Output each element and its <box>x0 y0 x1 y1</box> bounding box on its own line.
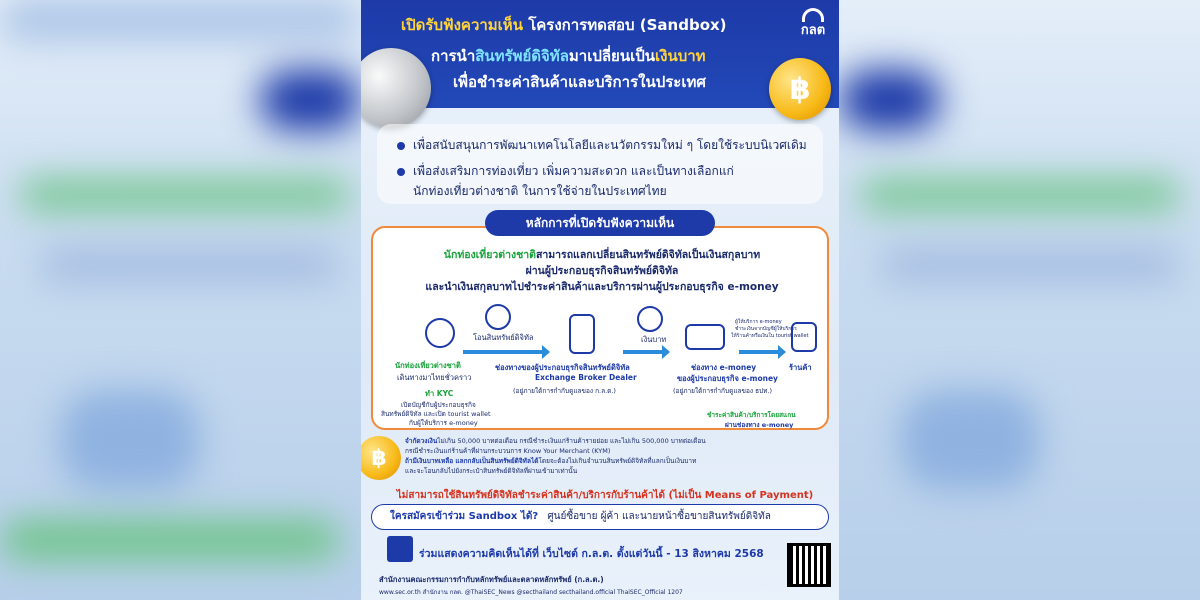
flow-intro-3: และนำเงินสกุลบาทไปชำระค่าสินค้าและบริการผ่านผู้ประกอบธุรกิจ e-money <box>425 281 779 293</box>
leftover-note <box>405 456 825 466</box>
bg-blur-footer <box>0 520 340 560</box>
kyc-title: ทำ KYC <box>425 389 454 398</box>
header-line-2 <box>431 44 706 68</box>
objective-item <box>397 136 807 155</box>
qr-pay-1: ชำระค่าสินค้า/บริการโดยสแกน <box>707 411 796 419</box>
bg-blur-header <box>260 70 360 130</box>
flow-box <box>371 226 829 430</box>
flow-intro-rest: สามารถแลกเปลี่ยนสินทรัพย์ดิจิทัลเป็นเงินสกุลบาท <box>535 249 761 261</box>
flow-intro-2: ผ่านผู้ประกอบธุรกิจสินทรัพย์ดิจิทัล <box>525 265 679 277</box>
crypto-network-icon <box>485 304 511 330</box>
baht-label: เงินบาท <box>641 335 667 344</box>
bullet-icon <box>397 168 405 176</box>
exchange-sub: (อยู่ภายใต้การกำกับดูแลของ ก.ล.ต.) <box>513 387 616 395</box>
shop-label: ร้านค้า <box>789 363 812 372</box>
limit-text: ไม่เกิน 50,000 บาทต่อเดือน กรณีชำระเงินแก่ร้านค้ารายย่อย และไม่เกิน 500,000 บาทต่อเดือน <box>437 437 706 445</box>
header-l2-a: การนำ <box>431 47 476 65</box>
objective-item-cont <box>413 182 667 201</box>
bg-blur-header-right <box>840 70 940 130</box>
header-line-1 <box>401 13 821 37</box>
transfer-label: โอนสินทรัพย์ดิจิทัล <box>473 333 534 342</box>
header-project: โครงการทดสอบ (Sandbox) <box>528 16 727 34</box>
kyc-desc-1: เปิดบัญชีกับผู้ประกอบธุรกิจ <box>401 401 476 409</box>
leftover-text: โดยจะต้องไม่เกินจำนวนสินทรัพย์ดิจิทัลที่แลกเป็นเงินบาท <box>538 457 697 465</box>
emoney-phone-icon <box>685 324 725 350</box>
baht-symbol-small: ฿ <box>371 445 387 471</box>
flow-intro-tourist: นักท่องเที่ยวต่างชาติ <box>443 249 536 261</box>
sec-logo-text: กลต <box>800 23 826 38</box>
qr-pay-2: ผ่านช่องทาง e-money <box>725 421 794 429</box>
shop-note-2: ชำระเงินจากบัญชีผู้ให้บริการ <box>735 326 797 332</box>
qr-code[interactable] <box>787 543 831 587</box>
footer-links[interactable]: www.sec.or.th สำนักงาน กลต. @ThaiSEC_News @secthailand secthailand.official ThaiSEC_Official 1207 <box>379 589 683 596</box>
arrow-right-icon <box>463 350 543 354</box>
header-l2-b: มาเปลี่ยนเป็น <box>568 47 655 65</box>
bullet-icon <box>397 142 405 150</box>
emoney-title-1: ช่องทาง e-money <box>691 363 757 372</box>
sec-logo <box>795 8 831 44</box>
poster <box>361 0 839 600</box>
who-answer: ศูนย์ซื้อขาย ผู้ค้า และนายหน้าซื้อขายสินทรัพย์ดิจิทัล <box>547 511 771 522</box>
kyc-desc-3: กับผู้ให้บริการ e-money <box>409 419 478 427</box>
baht-symbol: ฿ <box>789 71 811 107</box>
objective-text: นักท่องเที่ยวต่างชาติ ในการใช้จ่ายในประเทศไทย <box>413 184 667 198</box>
warning-text: ไม่สามารถใช้สินทรัพย์ดิจิทัลชำระค่าสินค้า/บริการกับร้านค้าได้ (ไม่เป็น Means of Payment) <box>396 490 814 501</box>
header-l2-baht: เงินบาท <box>655 47 706 65</box>
bg-blur-text <box>40 250 340 280</box>
tourist-title: นักท่องเที่ยวต่างชาติ <box>395 361 461 370</box>
building-icon <box>387 536 413 562</box>
tourist-sub: เดินทางมาไทยชั่วคราว <box>397 373 472 382</box>
bg-blur-text-right <box>880 250 1180 280</box>
bg-blur-icon-right <box>900 390 1040 490</box>
silver-coin-icon <box>361 48 431 128</box>
header-l2-digital-asset: สินทรัพย์ดิจิทัล <box>475 47 569 65</box>
shop-note-1: ผู้ให้บริการ e-money <box>735 319 782 325</box>
baht-coin-icon <box>769 58 831 120</box>
objective-text: เพื่อส่งเสริมการท่องเที่ยว เพิ่มความสะดวก และเป็นทางเลือกแก่ <box>413 164 734 178</box>
limit-note <box>405 436 825 446</box>
who-can-join <box>371 504 829 530</box>
objectives-box <box>377 124 823 204</box>
kyc-desc-2: สินทรัพย์ดิจิทัล และเปิด tourist wallet <box>381 410 491 418</box>
conditions-notes <box>405 436 825 476</box>
bg-blur-green-right <box>860 180 1180 210</box>
header-highlight: เปิดรับฟังความเห็น <box>401 16 523 34</box>
sec-logo-ring-icon <box>802 8 824 22</box>
shop-note-3: ให้ร้านค้าหรือเงินใน tourist wallet <box>731 333 809 339</box>
arrow-right-icon <box>623 350 663 354</box>
limit-bold: จำกัดวงเงิน <box>405 437 438 445</box>
principle-title: หลักการที่เปิดรับฟังความเห็น <box>485 210 715 236</box>
objective-text: เพื่อสนับสนุนการพัฒนาเทคโนโลยีและนวัตกรรมใหม่ ๆ โดยใช้ระบบนิเวศเดิม <box>413 138 807 152</box>
join-text[interactable]: ร่วมแสดงความคิดเห็นได้ที่ เว็บไซต์ ก.ล.ต. ตั้งแต่วันนี้ - 13 สิงหาคม 2568 <box>419 548 764 560</box>
poster-header <box>361 0 839 108</box>
bg-blur-icon <box>60 390 200 490</box>
exchange-title: ช่องทางของผู้ประกอบธุรกิจสินทรัพย์ดิจิทัล <box>495 363 630 372</box>
limit-text-2: กรณีชำระเงินแก่ร้านค้าที่ผ่านกระบวนการ Know Your Merchant (KYM) <box>405 447 611 455</box>
exchange-title-2: Exchange Broker Dealer <box>535 373 637 382</box>
exchange-app-icon <box>569 314 595 354</box>
objective-item <box>397 162 734 181</box>
tourist-icon <box>425 318 455 348</box>
header-line-3: เพื่อชำระค่าสินค้าและบริการในประเทศ <box>453 73 706 91</box>
flow-intro-1 <box>373 246 831 263</box>
bg-blur-title <box>0 0 360 40</box>
baht-coin-small-icon <box>361 436 401 480</box>
baht-icon <box>637 306 663 332</box>
leftover-bold: ถ้ามีเงินบาทเหลือ แลกกลับเป็นสินทรัพย์ดิจิทัลได้ <box>405 457 539 465</box>
leftover-text-2: และจะโอนกลับไปยังกระเป๋าสินทรัพย์ดิจิทัลที่ผ่านเข้ามาเท่านั้น <box>405 467 578 475</box>
who-question: ใครสมัครเข้าร่วม Sandbox ได้? <box>390 511 539 522</box>
bg-blur-green <box>20 180 350 210</box>
emoney-title-2: ของผู้ประกอบธุรกิจ e-money <box>677 374 778 383</box>
footer-org: สำนักงานคณะกรรมการกำกับหลักทรัพย์และตลาดหลักทรัพย์ (ก.ล.ต.) <box>379 575 604 584</box>
arrow-right-icon <box>739 350 779 354</box>
emoney-sub: (อยู่ภายใต้การกำกับดูแลของ ธปท.) <box>673 387 773 395</box>
